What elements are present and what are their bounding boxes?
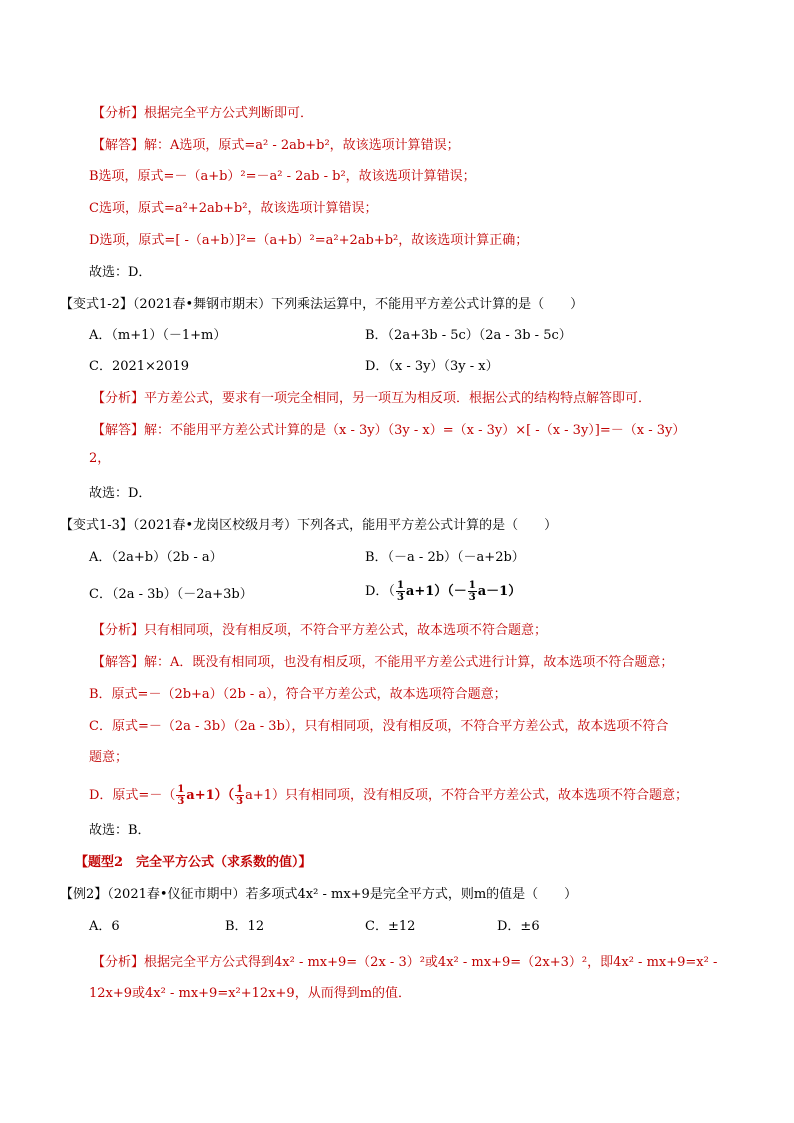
analysis-line: 【分析】平方差公式，要求有一项完全相同，另一项互为相反项．根据公式的结构特点解答即可． (92, 391, 652, 406)
fraction-den: 3 (236, 796, 244, 807)
option-d: D．（x - 3y）（3y - x） (365, 359, 499, 374)
option-d-end: a－1） (477, 584, 522, 599)
option-d-prefix: D．（ (365, 584, 395, 599)
fraction (176, 784, 185, 807)
example-2-question: 【例2】（2021春•仪征市期中）若多项式4x² - mx+9是完全平方式，则m的值是（ ） (60, 887, 578, 902)
answer-line-a: 【解答】解：A选项，原式=a² - 2ab+b²，故该选项计算错误； (92, 138, 460, 153)
fraction (235, 784, 244, 807)
variant-1-3-question: 【变式1-3】（2021春•龙岗区校级月考）下列各式，能用平方差公式计算的是（ ） (60, 518, 558, 533)
answer-line-a: 【解答】解：A．既没有相同项，也没有相反项，不能用平方差公式进行计算，故本选项不符合题意； (92, 655, 674, 670)
fraction-den: 3 (468, 592, 476, 603)
fraction-num: 1 (177, 784, 185, 795)
answer-d-end: a+1）只有相同项，没有相反项，不符合平方差公式，故本选项不符合题意； (245, 788, 689, 803)
analysis-line: 【分析】根据完全平方公式得到4x² - mx+9=（2x - 3）²或4x² - mx+9=（2x+3）²，即4x² - mx+9=x² - (92, 955, 718, 970)
choice-result: 故选：D． (89, 265, 152, 280)
section-title: 【题型2 完全平方公式（求系数的值）】 (75, 855, 312, 870)
answer-d-prefix: D．原式=－（ (89, 788, 176, 803)
answer-line-b: B．原式=－（2b+a）（2b - a），符合平方差公式，故本选项符合题意； (89, 687, 507, 702)
answer-line-wrap: 2， (89, 451, 111, 466)
fraction-num: 1 (236, 784, 244, 795)
fraction (468, 580, 477, 603)
analysis-line-wrap: 12x+9或4x² - mx+9=x²+12x+9，从而得到m的值． (89, 986, 412, 1001)
answer-line-c-wrap: 题意； (89, 750, 129, 765)
option-c: C．±12 (365, 919, 416, 934)
option-b: B．（－a - 2b）（－a+2b） (365, 550, 525, 565)
answer-line-c: C选项，原式=a²+2ab+b²，故该选项计算错误； (89, 201, 378, 216)
variant-1-2-question: 【变式1-2】（2021春•舞钢市期末）下列乘法运算中，不能用平方差公式计算的是（ ） (60, 297, 584, 312)
fraction-num: 1 (396, 580, 404, 591)
fraction-den: 3 (396, 592, 404, 603)
fraction (396, 580, 405, 603)
choice-result: 故选：D． (89, 486, 152, 501)
fraction-num: 1 (468, 580, 476, 591)
option-d: D．±6 (497, 919, 540, 934)
choice-result: 故选：B． (89, 823, 151, 838)
option-d (365, 580, 521, 603)
option-a: A．6 (89, 919, 120, 934)
answer-line-b: B选项，原式=－（a+b）²=－a² - 2ab - b²，故该选项计算错误； (89, 169, 476, 184)
option-d-mid: a+1）（－ (405, 584, 467, 599)
answer-line: 【解答】解：不能用平方差公式计算的是（x - 3y）（3y - x）=（x - 3y）×[ -（x - 3y）]=－（x - 3y） (92, 423, 686, 438)
option-b: B．12 (225, 919, 265, 934)
option-a: A．（2a+b）（2b - a） (89, 550, 223, 565)
option-b: B．（2a+3b - 5c）（2a - 3b - 5c） (365, 328, 572, 343)
fraction-den: 3 (177, 796, 185, 807)
analysis-line: 【分析】根据完全平方公式判断即可． (92, 106, 314, 121)
answer-d-mid: a+1）（ (186, 788, 235, 803)
option-a: A．（m+1）（－1+m） (89, 328, 227, 343)
answer-line-d: D选项，原式=[ -（a+b）]²=（a+b）²=a²+2ab+b²，故该选项计算正确； (89, 233, 529, 248)
answer-line-c: C．原式=－（2a - 3b）（2a - 3b），只有相同项，没有相反项，不符合平方差公式，故本选项不符合 (89, 719, 669, 734)
option-c: C．2021×2019 (89, 359, 190, 374)
analysis-line: 【分析】只有相同项，没有相反项，不符合平方差公式，故本选项不符合题意； (92, 623, 548, 638)
option-c: C．（2a - 3b）（－2a+3b） (89, 587, 253, 602)
answer-line-d (89, 784, 688, 807)
